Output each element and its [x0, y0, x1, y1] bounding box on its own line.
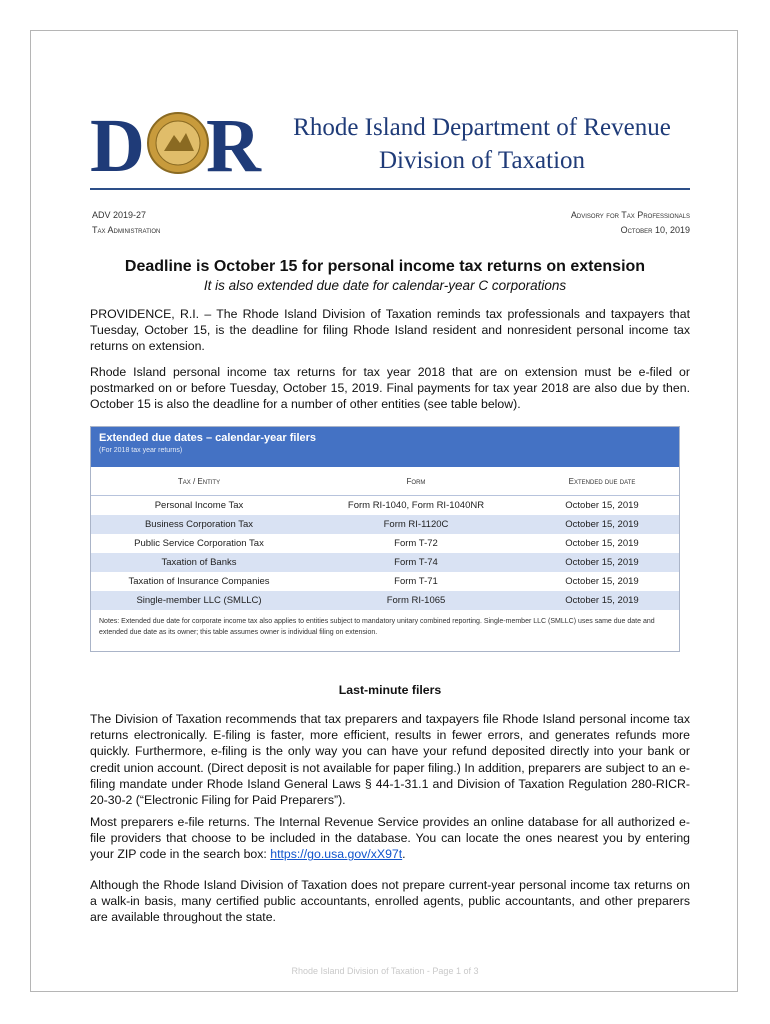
- col-header-due-date: Extended due date: [568, 476, 636, 486]
- table-title: Extended due dates – calendar-year filers: [99, 432, 317, 444]
- cell-due-date: October 15, 2019: [565, 557, 639, 568]
- dor-logo: [90, 105, 270, 177]
- svg-text:D: D: [90, 105, 145, 177]
- table-row: [91, 534, 679, 553]
- cell-entity: Business Corporation Tax: [144, 519, 254, 530]
- document-title: Deadline is October 15 for personal income tax returns on extension: [124, 258, 646, 275]
- document-subtitle: It is also extended due date for calendar-year C corporations: [203, 278, 567, 293]
- table-notes: Notes: Extended due date for corporate income tax also applies to entities subject to mandatory unitary combined reporting. Single-member LLC (SMLLC) uses same due date and extended due date as its owner; this table assumes owner is individual filing on extension.: [99, 618, 655, 636]
- cell-due-date: October 15, 2019: [565, 576, 639, 587]
- advisory-date: October 10, 2019: [620, 225, 690, 235]
- col-header-entity: Tax / Entity: [177, 476, 221, 486]
- paragraph-2: Rhode Island personal income tax returns for tax year 2018 that are on extension must be e-filed or postmarked on or before Tuesday, October 15, 2019. Final payments for tax year 2018 are also due by then. October 15 is also the deadline for a number of other entities (see table below).: [90, 365, 690, 412]
- paragraph-3: The Division of Taxation recommends that tax preparers and taxpayers file Rhode Island personal income tax returns electronically. E-filing is faster, more efficient, results in fewer errors, and generates refunds more quickly. Furthermore, e-filing is the only way you can have your refund deposited directly into your bank or credit union account. (Direct deposit is not available for paper filing.) In addition, preparers are subject to an e-filing mandate under Rhode Island General Laws § 44-1-31.1 and Division of Taxation Regulation 280-RICR-20-30-2 (“Electronic Filing for Paid Preparers”).: [90, 712, 690, 808]
- cell-form: Form T-71: [394, 576, 438, 587]
- cell-entity: Taxation of Banks: [161, 557, 237, 568]
- page-footer: Rhode Island Division of Taxation - Page 1 of 3: [291, 966, 479, 976]
- cell-form: Form RI-1040, Form RI-1040NR: [347, 500, 485, 511]
- cell-due-date: October 15, 2019: [565, 500, 639, 511]
- cell-entity: Personal Income Tax: [154, 500, 244, 511]
- cell-form: Form T-74: [394, 557, 438, 568]
- table-column-headers: [91, 467, 679, 496]
- paragraph-4-end: .: [402, 847, 406, 862]
- cell-form: Form RI-1120C: [383, 519, 449, 530]
- paragraph-1: PROVIDENCE, R.I. – The Rhode Island Division of Taxation reminds tax professionals and taxpayers that Tuesday, October 15, is the deadline for filing Rhode Island resident and nonresident personal income tax returns on extension.: [90, 307, 690, 354]
- cell-form: Form RI-1065: [386, 595, 446, 606]
- org-line-2: Division of Taxation: [378, 147, 586, 174]
- table-row: [91, 496, 679, 515]
- table-row: [91, 591, 679, 610]
- irs-efile-link[interactable]: https://go.usa.gov/xX97t: [270, 847, 403, 862]
- cell-form: Form T-72: [394, 538, 438, 549]
- advisory-id: [92, 208, 160, 238]
- cell-due-date: October 15, 2019: [565, 519, 639, 530]
- table-header-band: [91, 427, 679, 467]
- adv-dept: Tax Administration: [92, 225, 161, 235]
- org-line-1: Rhode Island Department of Revenue: [293, 114, 671, 141]
- section-heading: Last-minute filers: [338, 683, 442, 697]
- cell-entity: Single-member LLC (SMLLC): [136, 595, 262, 606]
- table-row: [91, 515, 679, 534]
- col-header-form: Form: [406, 476, 426, 486]
- cell-entity: Taxation of Insurance Companies: [128, 576, 270, 587]
- adv-number: ADV 2019-27: [92, 210, 147, 220]
- svg-text:R: R: [206, 105, 261, 177]
- table-row: [91, 553, 679, 572]
- paragraph-4-text: Most preparers e-file returns. The Internal Revenue Service provides an online database for all authorized e-file providers that choose to be included in the database. You can locate the ones nearest you by entering your ZIP code in the search box:: [90, 815, 690, 862]
- due-dates-table: [90, 426, 680, 652]
- advisory-type: Advisory for Tax Professionals: [570, 210, 690, 220]
- cell-due-date: October 15, 2019: [565, 595, 639, 606]
- paragraph-5: Although the Rhode Island Division of Taxation does not prepare current-year personal income tax returns on a walk-in basis, many certified public accountants, enrolled agents, public accountants, and other preparers are available throughout the state.: [90, 878, 690, 925]
- table-subtitle: (For 2018 tax year returns): [99, 447, 183, 454]
- cell-entity: Public Service Corporation Tax: [134, 538, 264, 549]
- org-name: [274, 112, 690, 178]
- header-rule: [90, 188, 690, 190]
- advisory-meta: [571, 208, 690, 238]
- table-row: [91, 572, 679, 591]
- cell-due-date: October 15, 2019: [565, 538, 639, 549]
- paragraph-4: [90, 814, 690, 863]
